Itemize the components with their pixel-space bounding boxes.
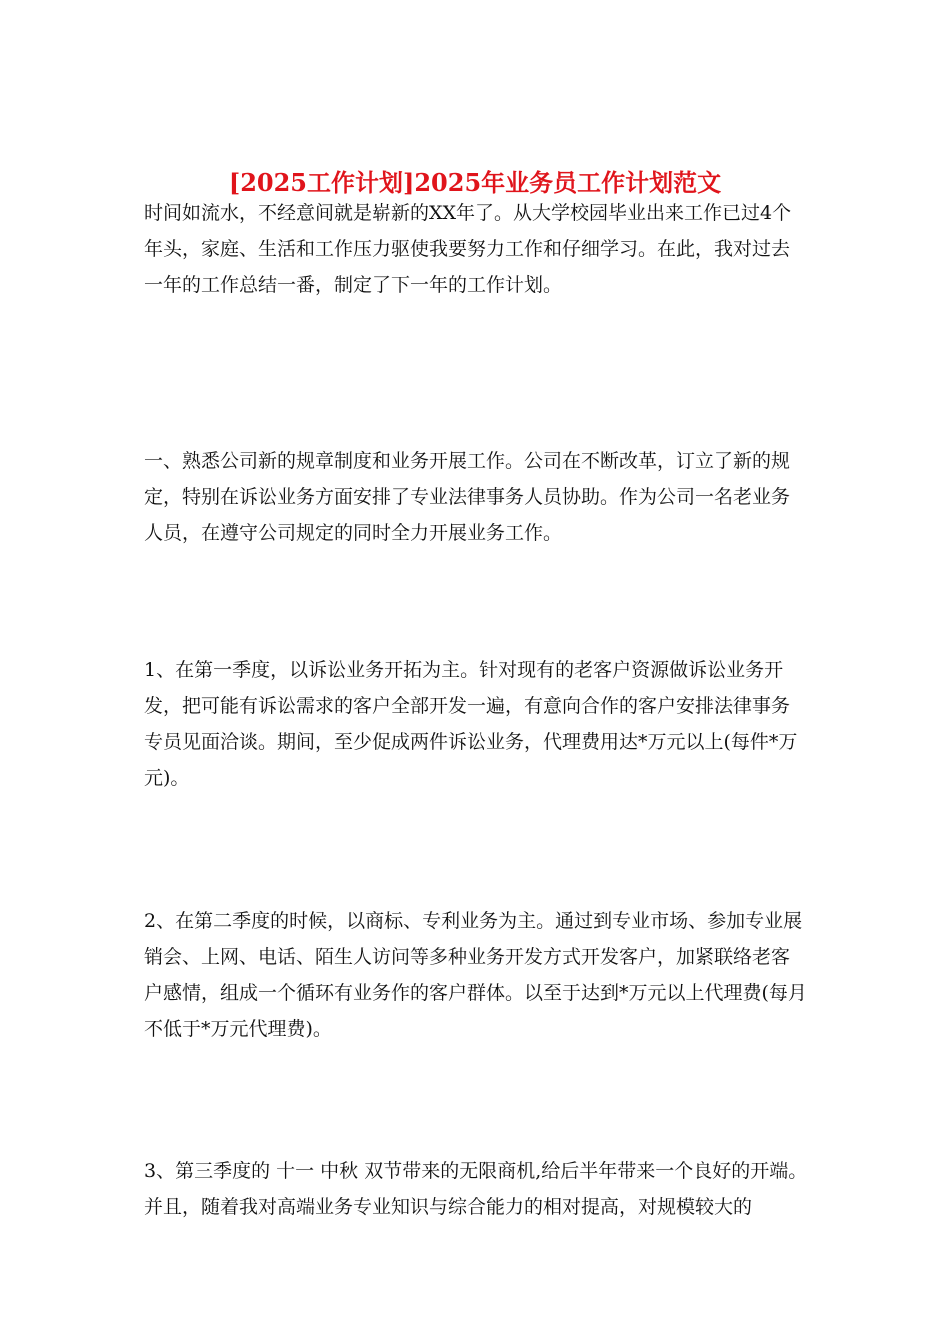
- document-title: [2025工作计划]2025年业务员工作计划范文: [228, 168, 722, 198]
- section-one-paragraph: 一、熟悉公司新的规章制度和业务开展工作。公司在不断改革，订立了新的规定，特别在诉讼业务方面安排了专业法律事务人员协助。作为公司一名老业务人员，在遵守公司规定的同时全力开展业务工作。: [144, 450, 791, 544]
- q2-plan-paragraph: 2、在第二季度的时候，以商标、专利业务为主。通过到专业市场、参加专业展销会、上网、电话、陌生人访问等多种业务开发方式开发客户，加紧联络老客户感情，组成一个循环有业务作的客户群体。以至于达到*万元以上代理费(每月不低于*万元代理费)。: [144, 910, 807, 1040]
- q1-plan-paragraph: 1、在第一季度，以诉讼业务开拓为主。针对现有的老客户资源做诉讼业务开发，把可能有诉讼需求的客户全部开发一遍，有意向合作的客户安排法律事务专员见面洽谈。期间，至少促成两件诉讼业务，代理费用达*万元以上(每件*万元)。: [144, 659, 798, 789]
- q3-plan-paragraph: 3、第三季度的 十一 中秋 双节带来的无限商机,给后半年带来一个良好的开端。并且，随着我对高端业务专业知识与综合能力的相对提高，对规模较大的: [144, 1160, 808, 1218]
- intro-paragraph: 时间如流水，不经意间就是崭新的XX年了。从大学校园毕业出来工作已过4个年头，家庭、生活和工作压力驱使我要努力工作和仔细学习。在此，我对过去一年的工作总结一番，制定了下一年的工作计划。: [144, 202, 792, 296]
